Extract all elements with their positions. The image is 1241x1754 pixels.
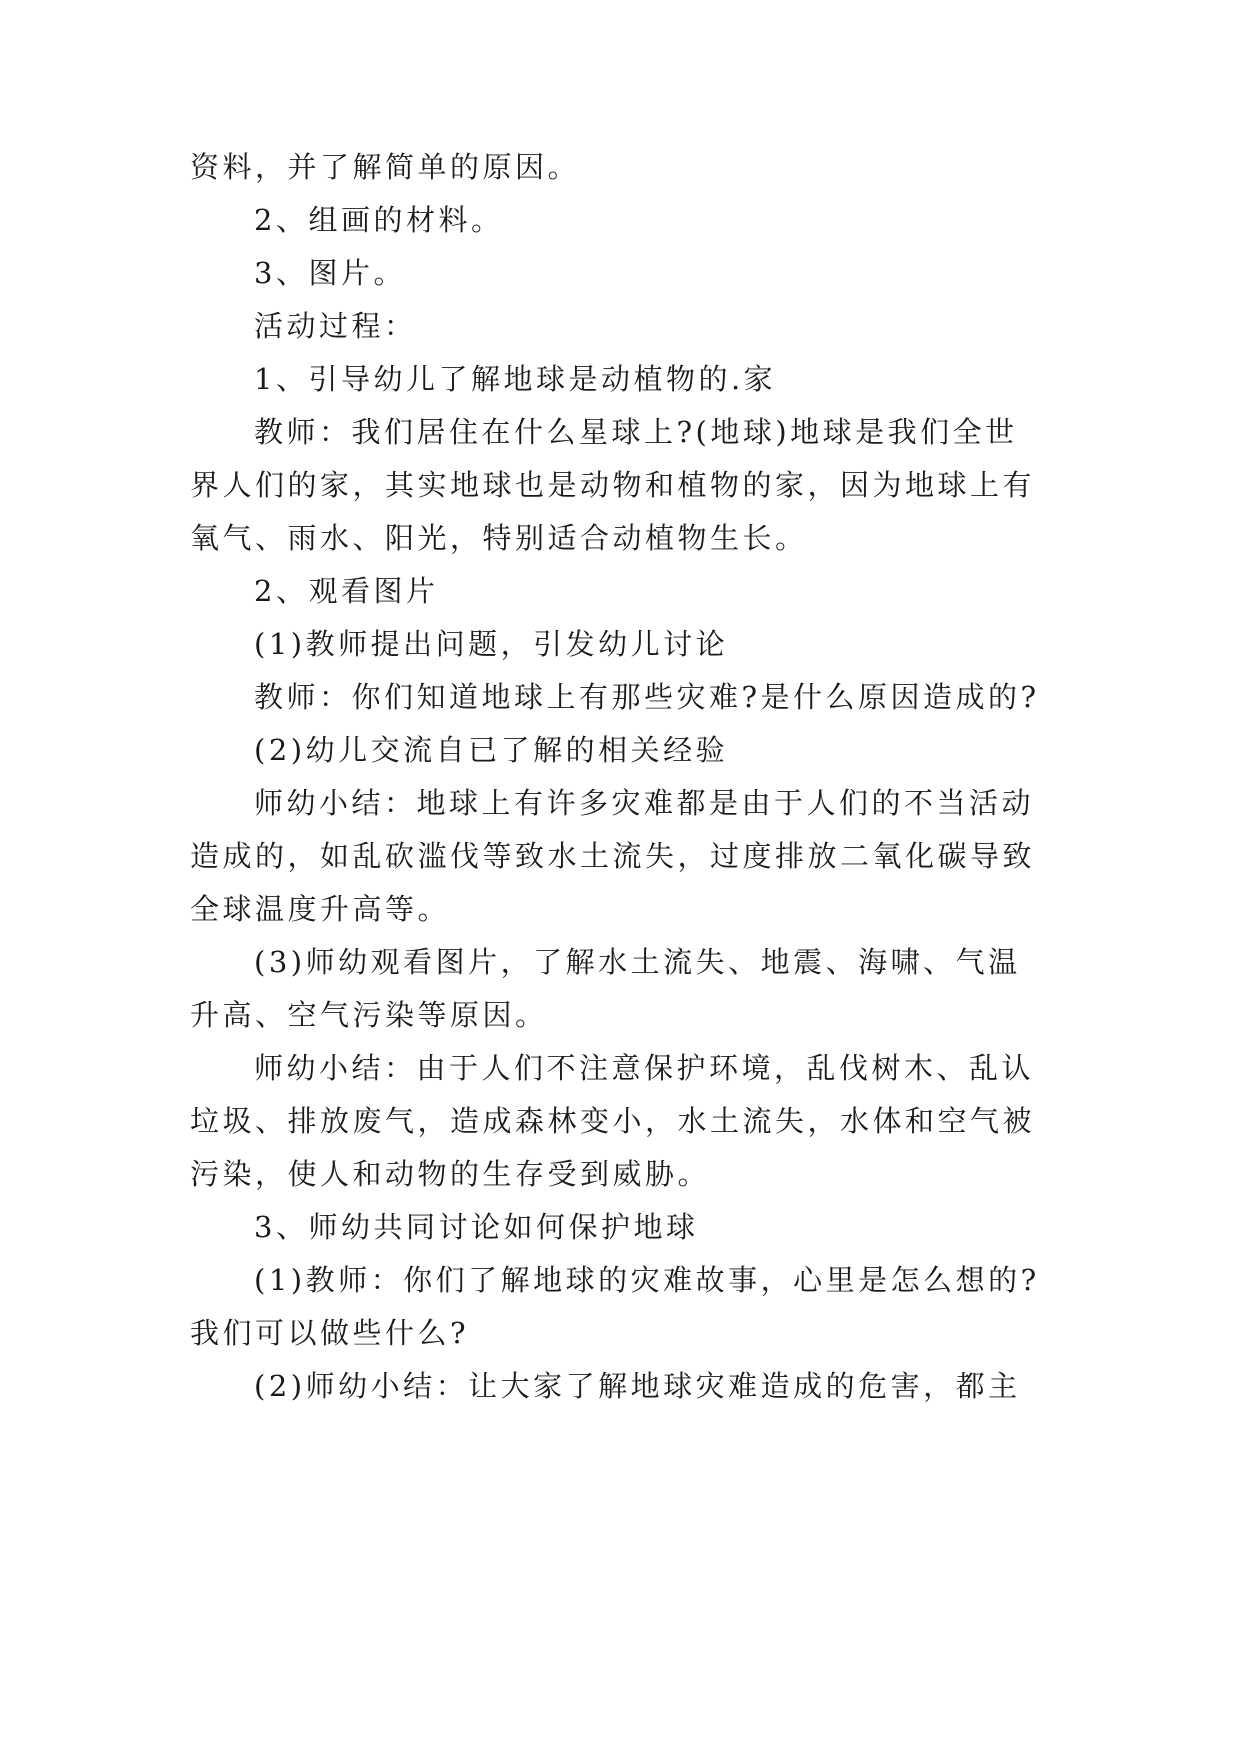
text-line: 教师：我们居住在什么星球上?(地球)地球是我们全世 (254, 415, 1018, 449)
text-line: 污染，使人和动物的生存受到威胁。 (190, 1157, 711, 1191)
text-line: 界人们的家，其实地球也是动物和植物的家，因为地球上有 (190, 468, 1036, 502)
text-line: 教师：你们知道地球上有那些灾难?是什么原因造成的? (254, 680, 1040, 714)
document-page (190, 0, 1070, 1754)
text-line: 2、观看图片 (254, 574, 439, 608)
text-line: 造成的，如乱砍滥伐等致水土流失，过度排放二氧化碳导致 (190, 839, 1036, 873)
text-line: 升高、空气污染等原因。 (190, 998, 548, 1032)
text-line: (1)教师提出问题，引发幼儿讨论 (254, 627, 729, 661)
text-line: 师幼小结：由于人们不注意保护环境，乱伐树木、乱认 (254, 1051, 1035, 1085)
text-line: (2)师幼小结：让大家了解地球灾难造成的危害，都主 (254, 1369, 1021, 1403)
text-line: 2、组画的材料。 (254, 203, 504, 237)
text-line: 1、引导幼儿了解地球是动植物的.家 (254, 362, 777, 396)
text-line: 全球温度升高等。 (190, 892, 451, 926)
text-line: (1)教师：你们了解地球的灾难故事，心里是怎么想的? (254, 1263, 1040, 1297)
text-line: 垃圾、排放废气，造成森林变小，水土流失，水体和空气被 (190, 1104, 1036, 1138)
text-line: 师幼小结：地球上有许多灾难都是由于人们的不当活动 (254, 786, 1035, 820)
text-line: (2)幼儿交流自已了解的相关经验 (254, 733, 729, 767)
text-line: 资料，并了解简单的原因。 (190, 150, 581, 184)
text-line: 3、师幼共同讨论如何保护地球 (254, 1210, 699, 1244)
text-line: 氧气、雨水、阳光，特别适合动植物生长。 (190, 521, 808, 555)
text-line: (3)师幼观看图片，了解水土流失、地震、海啸、气温 (254, 945, 1021, 979)
text-line: 活动过程： (254, 309, 417, 343)
text-line: 3、图片。 (254, 256, 406, 290)
text-line: 我们可以做些什么? (190, 1316, 470, 1350)
